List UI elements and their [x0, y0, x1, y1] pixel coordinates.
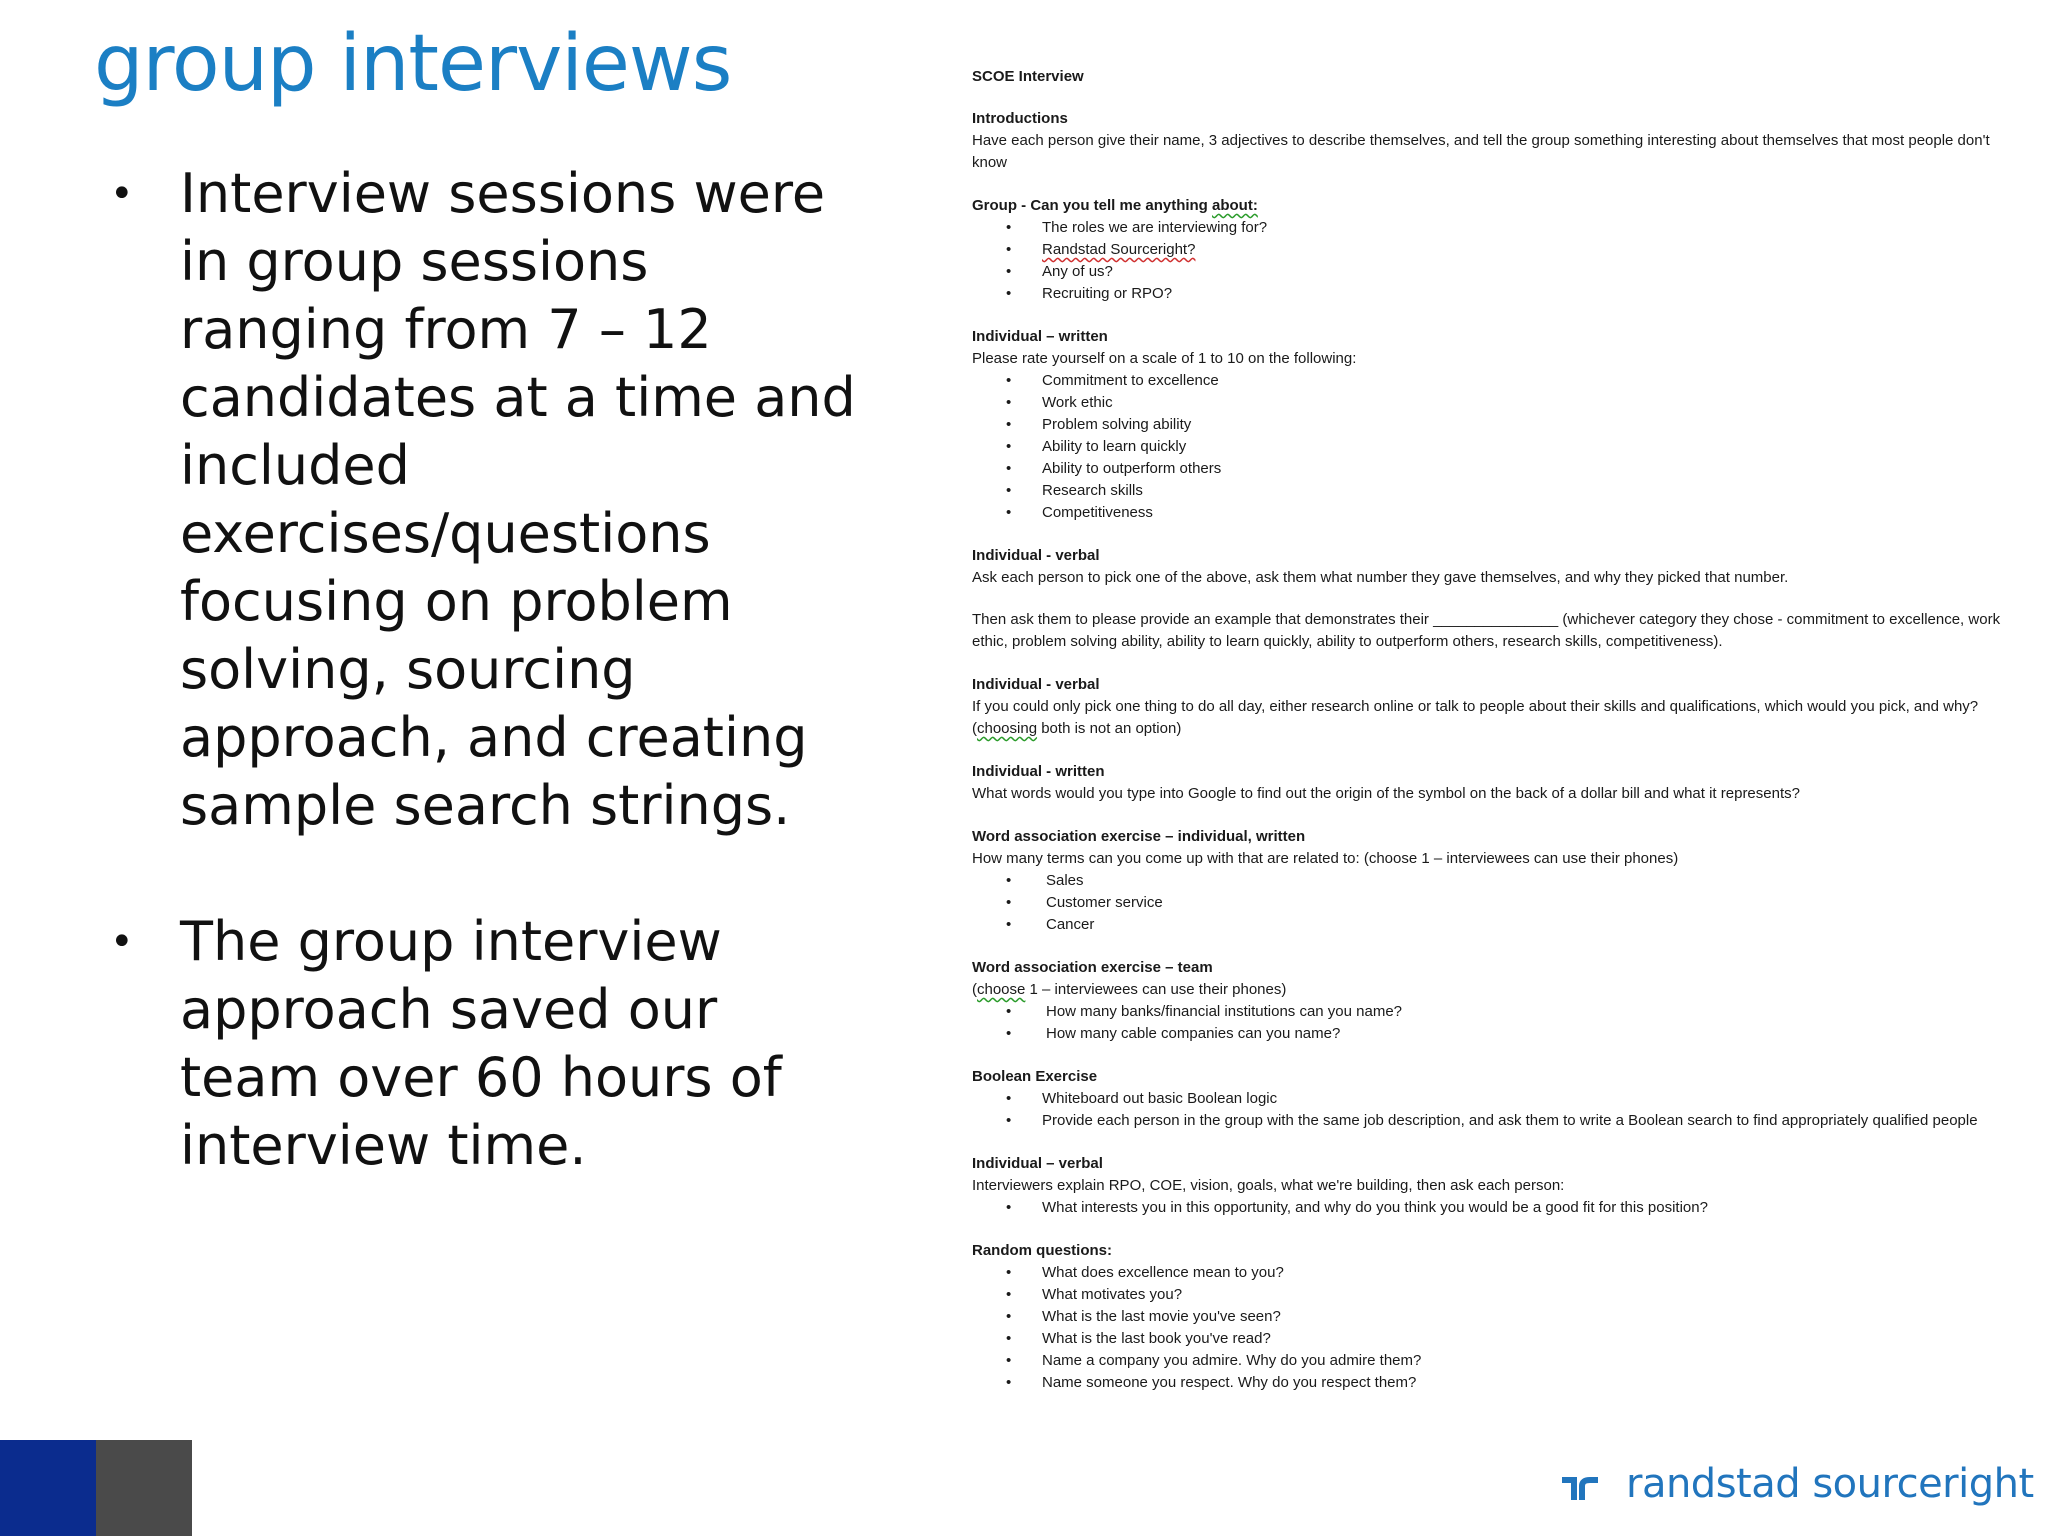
list-item: • Customer service — [972, 892, 2022, 914]
list-item-text: Randstad Sourceright? — [1042, 241, 1196, 258]
bullet-text: Interview sessions were in group sessions ranging from 7 – 12 candidates at a time and included exercises/questions focusing on problem solving, sourcing approach, and creating sample search strings. — [180, 162, 856, 837]
interview-document — [972, 66, 2022, 1415]
list-item: • Competitiveness — [972, 502, 2022, 524]
document-title: SCOE Interview — [972, 68, 1084, 85]
list-item: • Recruiting or RPO? — [972, 283, 2022, 305]
section-text: Interviewers explain RPO, COE, vision, goals, what we're building, then ask each person: — [972, 1177, 1565, 1194]
section-heading: Individual – written — [972, 328, 1108, 345]
list-item: • How many banks/financial institutions can you name? — [972, 1001, 2022, 1023]
heading-text: Group - Can you tell me anything — [972, 197, 1213, 214]
boolean-list — [972, 1088, 2022, 1132]
section-individual-verbal-2 — [972, 674, 2022, 740]
list-item: • Ability to learn quickly — [972, 436, 2022, 458]
section-random-questions — [972, 1240, 2022, 1394]
section-word-association-team — [972, 957, 2022, 1045]
section-heading: Individual - written — [972, 763, 1105, 780]
section-heading: Individual - verbal — [972, 547, 1100, 564]
list-item — [972, 239, 2022, 261]
list-item: • Research skills — [972, 480, 2022, 502]
section-heading: Introductions — [972, 110, 1068, 127]
text-part: 1 – interviewees can use their phones) — [1025, 981, 1287, 998]
list-item: • Sales — [972, 870, 2022, 892]
company-logo — [1560, 1454, 2034, 1514]
text-part: ( — [972, 981, 977, 998]
list-item: • Any of us? — [972, 261, 2022, 283]
list-item: • Commitment to excellence — [972, 370, 2022, 392]
list-item: • The roles we are interviewing for? — [972, 217, 2022, 239]
list-item: • Problem solving ability — [972, 414, 2022, 436]
section-text: Please rate yourself on a scale of 1 to 10 on the following: — [972, 350, 1357, 367]
section-heading: Word association exercise – individual, written — [972, 828, 1306, 845]
text-part-underlined: choose — [977, 981, 1026, 998]
corner-block-blue — [0, 1440, 96, 1536]
list-item: • How many cable companies can you name? — [972, 1023, 2022, 1045]
section-heading: Individual – verbal — [972, 1155, 1103, 1172]
list-item: • What motivates you? — [972, 1284, 2022, 1306]
section-word-association-individual — [972, 826, 2022, 936]
section-text — [972, 979, 2022, 1001]
section-heading — [972, 195, 2022, 217]
text-part: both is not an option) — [1037, 720, 1182, 737]
logo-text: randstad sourceright — [1626, 1461, 2034, 1507]
bullet-glyph: • — [110, 171, 134, 217]
text-part: If you could only pick one thing to do all day, either research online or talk to people about their skills and qualifications, which would you pick, and why? ( — [972, 698, 1979, 737]
section-heading: Individual - verbal — [972, 676, 1100, 693]
section-text: How many terms can you come up with that are related to: (choose 1 – interviewees can use their phones) — [972, 850, 1679, 867]
group-list — [972, 217, 2022, 305]
random-question-list — [972, 1262, 2022, 1394]
section-heading: Boolean Exercise — [972, 1068, 1098, 1085]
heading-text-underlined: about: — [1212, 197, 1258, 214]
opportunity-list — [972, 1197, 2022, 1219]
section-heading: Random questions: — [972, 1242, 1113, 1259]
section-text: Then ask them to please provide an example that demonstrates their _______________ (whichever category they chose - commitment to excellence, work ethic, problem solving ability, ability to learn quickly, ability to outperform others, research skills, competitiveness). — [972, 611, 2001, 650]
term-list — [972, 870, 2022, 936]
slide-title: group interviews — [94, 19, 732, 109]
section-individual-verbal-1 — [972, 545, 2022, 653]
bullet-item — [110, 908, 870, 1180]
list-item: • What is the last book you've read? — [972, 1328, 2022, 1350]
section-text: What words would you type into Google to find out the origin of the symbol on the back of a dollar bill and what it represents? — [972, 785, 1800, 802]
section-text — [972, 696, 2022, 740]
section-heading: Word association exercise – team — [972, 959, 1213, 976]
bullet-text: The group interview approach saved our team over 60 hours of interview time. — [180, 910, 782, 1177]
bullet-list — [110, 160, 870, 1248]
list-item: • Name someone you respect. Why do you respect them? — [972, 1372, 2022, 1394]
section-individual-written-1 — [972, 326, 2022, 524]
section-text: Ask each person to pick one of the above, ask them what number they gave themselves, and why they picked that number. — [972, 569, 1789, 586]
list-item: • What interests you in this opportunity, and why do you think you would be a good fit for this position? — [972, 1197, 2022, 1219]
rating-list — [972, 370, 2022, 524]
text-part-underlined: choosing — [977, 720, 1038, 737]
list-item: • Provide each person in the group with the same job description, and ask them to write a Boolean search to find appropriately qualified people — [972, 1110, 2022, 1132]
section-individual-written-2 — [972, 761, 2022, 805]
list-item: • Name a company you admire. Why do you admire them? — [972, 1350, 2022, 1372]
section-individual-verbal-3 — [972, 1153, 2022, 1219]
section-boolean-exercise — [972, 1066, 2022, 1132]
list-item: • Whiteboard out basic Boolean logic — [972, 1088, 2022, 1110]
list-item: • What is the last movie you've seen? — [972, 1306, 2022, 1328]
randstad-logo-icon — [1560, 1464, 1614, 1504]
section-introductions — [972, 108, 2022, 174]
section-group — [972, 195, 2022, 305]
bullet-glyph: • — [110, 919, 134, 965]
list-item: • Ability to outperform others — [972, 458, 2022, 480]
corner-block-gray — [96, 1440, 192, 1536]
list-item: • Work ethic — [972, 392, 2022, 414]
list-item: • Cancer — [972, 914, 2022, 936]
bullet-item — [110, 160, 870, 840]
list-item: • What does excellence mean to you? — [972, 1262, 2022, 1284]
team-question-list — [972, 1001, 2022, 1045]
section-text: Have each person give their name, 3 adjectives to describe themselves, and tell the group something interesting about themselves that most people don't know — [972, 132, 1990, 171]
